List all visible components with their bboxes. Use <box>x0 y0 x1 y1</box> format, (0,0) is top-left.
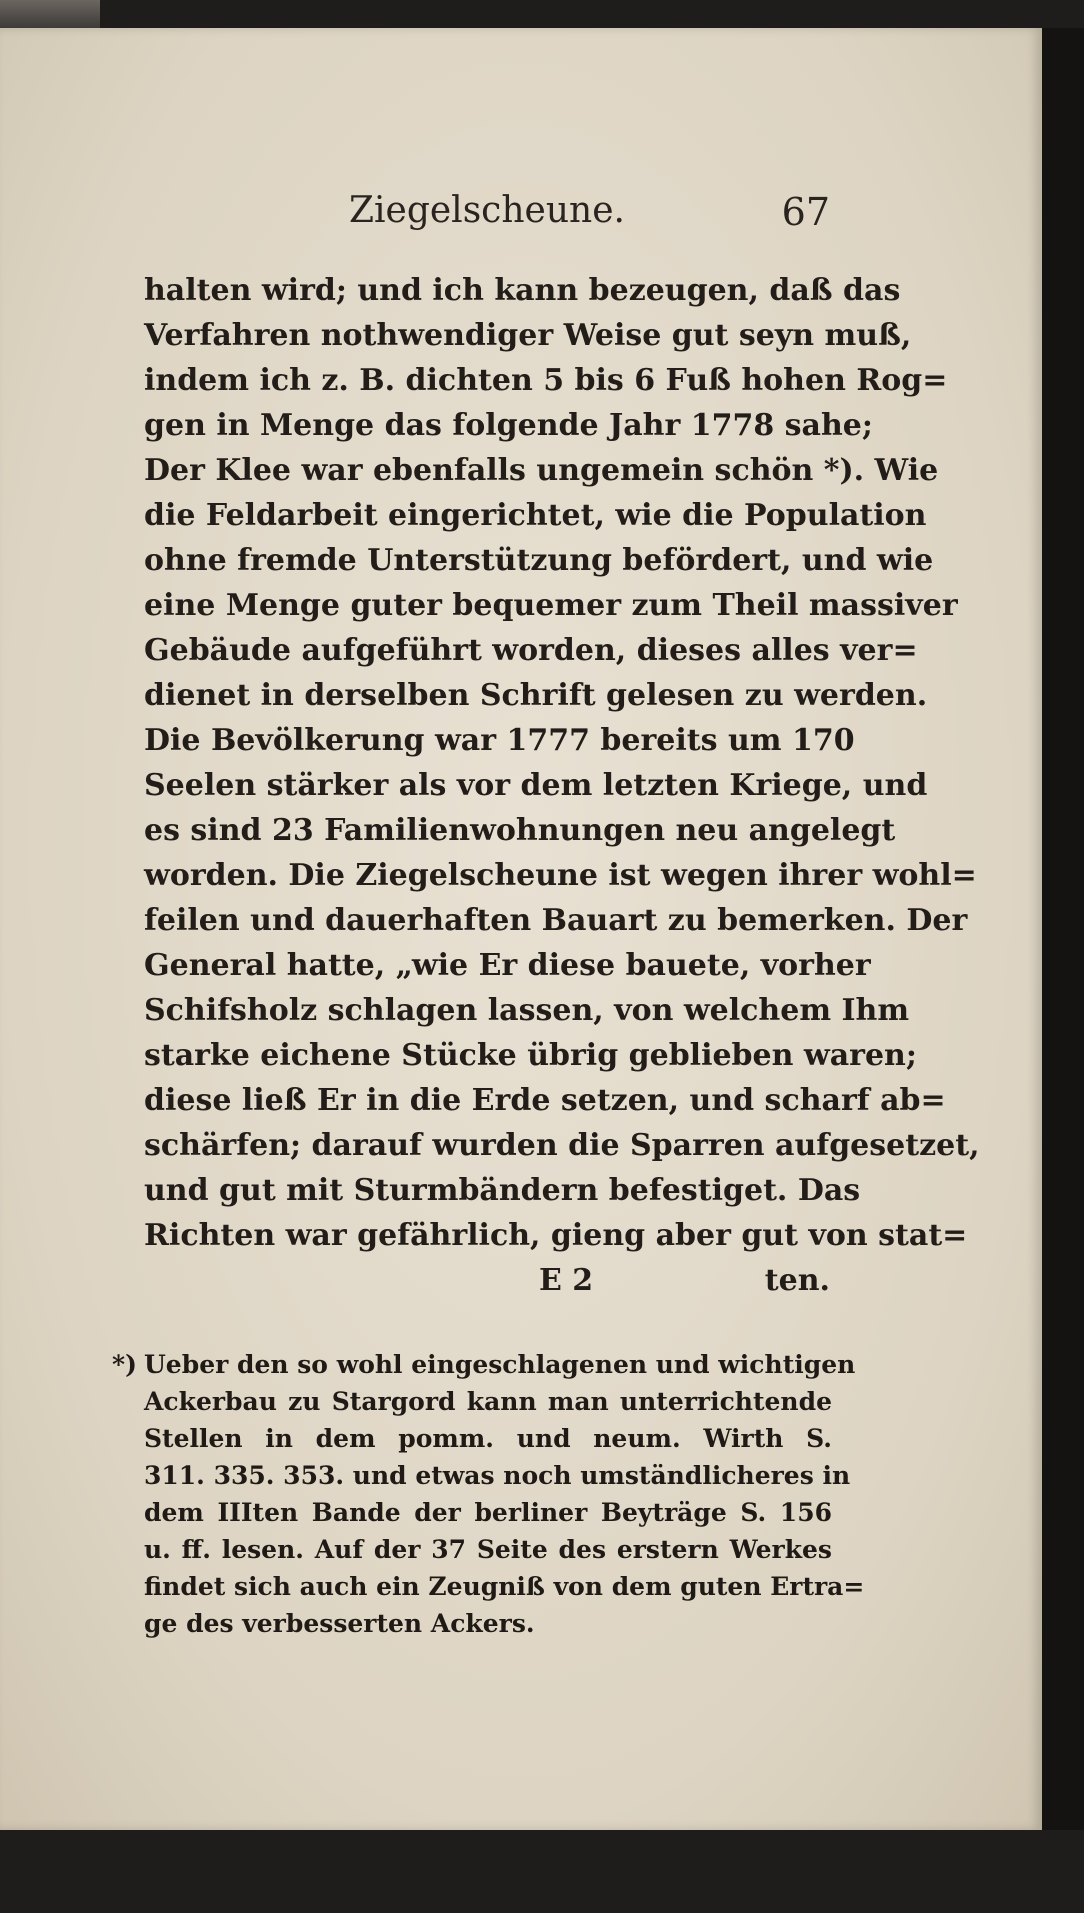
text-line: Schifsholz schlagen lassen, von welchem Ihm <box>144 993 910 1028</box>
page-number: 67 <box>781 190 830 234</box>
text-line: schärfen; darauf wurden die Sparren aufgesetzet, <box>144 1128 980 1163</box>
text-line: eine Menge guter bequemer zum Theil massiver <box>144 588 958 623</box>
text-line: dienet in derselben Schrift gelesen zu werden. <box>144 678 928 713</box>
text-line: halten wird; und ich kann bezeugen, daß das <box>144 273 901 308</box>
catchword: ten. <box>764 1263 830 1298</box>
footnote-line: Ackerbau zu Stargord kann man unterrichtende <box>144 1387 832 1416</box>
text-line: General hatte, „wie Er diese bauete, vorher <box>144 948 871 983</box>
text-line: Verfahren nothwendiger Weise gut seyn muß, <box>144 318 912 353</box>
footnote-line: Ueber den so wohl eingeschlagenen und wichtigen <box>144 1350 856 1379</box>
footnote-line: u. ff. lesen. Auf der 37 Seite des erstern Werkes <box>144 1535 832 1564</box>
catch-line <box>144 1258 830 1303</box>
text-line: Seelen stärker als vor dem letzten Kriege, und <box>144 768 928 803</box>
page-header <box>144 190 830 240</box>
text-line: worden. Die Ziegelscheune ist wegen ihrer wohl= <box>144 858 977 893</box>
footnote-line: Stellen in dem pomm. und neum. Wirth S. <box>144 1424 832 1453</box>
footnote-line: 311. 335. 353. und etwas noch umständlicheres in <box>144 1461 851 1490</box>
text-line: feilen und dauerhaften Bauart zu bemerken. Der <box>144 903 968 938</box>
text-line: die Feldarbeit eingerichtet, wie die Population <box>144 498 927 533</box>
text-line: starke eichene Stücke übrig geblieben waren; <box>144 1038 917 1073</box>
footnote <box>112 1346 865 1642</box>
footnote-line: dem IIIten Bande der berliner Beyträge S. 156 <box>144 1498 832 1527</box>
text-line: gen in Menge das folgende Jahr 1778 sahe; <box>144 408 873 443</box>
running-title: Ziegelscheune. <box>349 190 625 231</box>
text-line: und gut mit Sturmbändern befestiget. Das <box>144 1173 861 1208</box>
scan-background <box>1042 28 1084 1830</box>
text-line: Richten war gefährlich, gieng aber gut von stat= <box>144 1218 968 1253</box>
signature-mark: E 2 <box>539 1263 594 1298</box>
footnote-mark: *) <box>112 1350 137 1379</box>
text-line: diese ließ Er in die Erde setzen, und scharf ab= <box>144 1083 946 1118</box>
text-line: ohne fremde Unterstützung befördert, und wie <box>144 543 934 578</box>
book-edge <box>0 0 100 30</box>
text-line: Der Klee war ebenfalls ungemein schön *). Wie <box>144 453 939 488</box>
body-text <box>144 268 980 1303</box>
text-line: es sind 23 Familienwohnungen neu angelegt <box>144 813 896 848</box>
footnote-line: findet sich auch ein Zeugniß von dem guten Ertra= <box>144 1572 865 1601</box>
text-line: Gebäude aufgeführt worden, dieses alles ver= <box>144 633 918 668</box>
footnote-line: ge des verbesserten Ackers. <box>144 1609 535 1638</box>
text-line: Die Bevölkerung war 1777 bereits um 170 <box>144 723 855 758</box>
text-line: indem ich z. B. dichten 5 bis 6 Fuß hohen Rog= <box>144 363 948 398</box>
